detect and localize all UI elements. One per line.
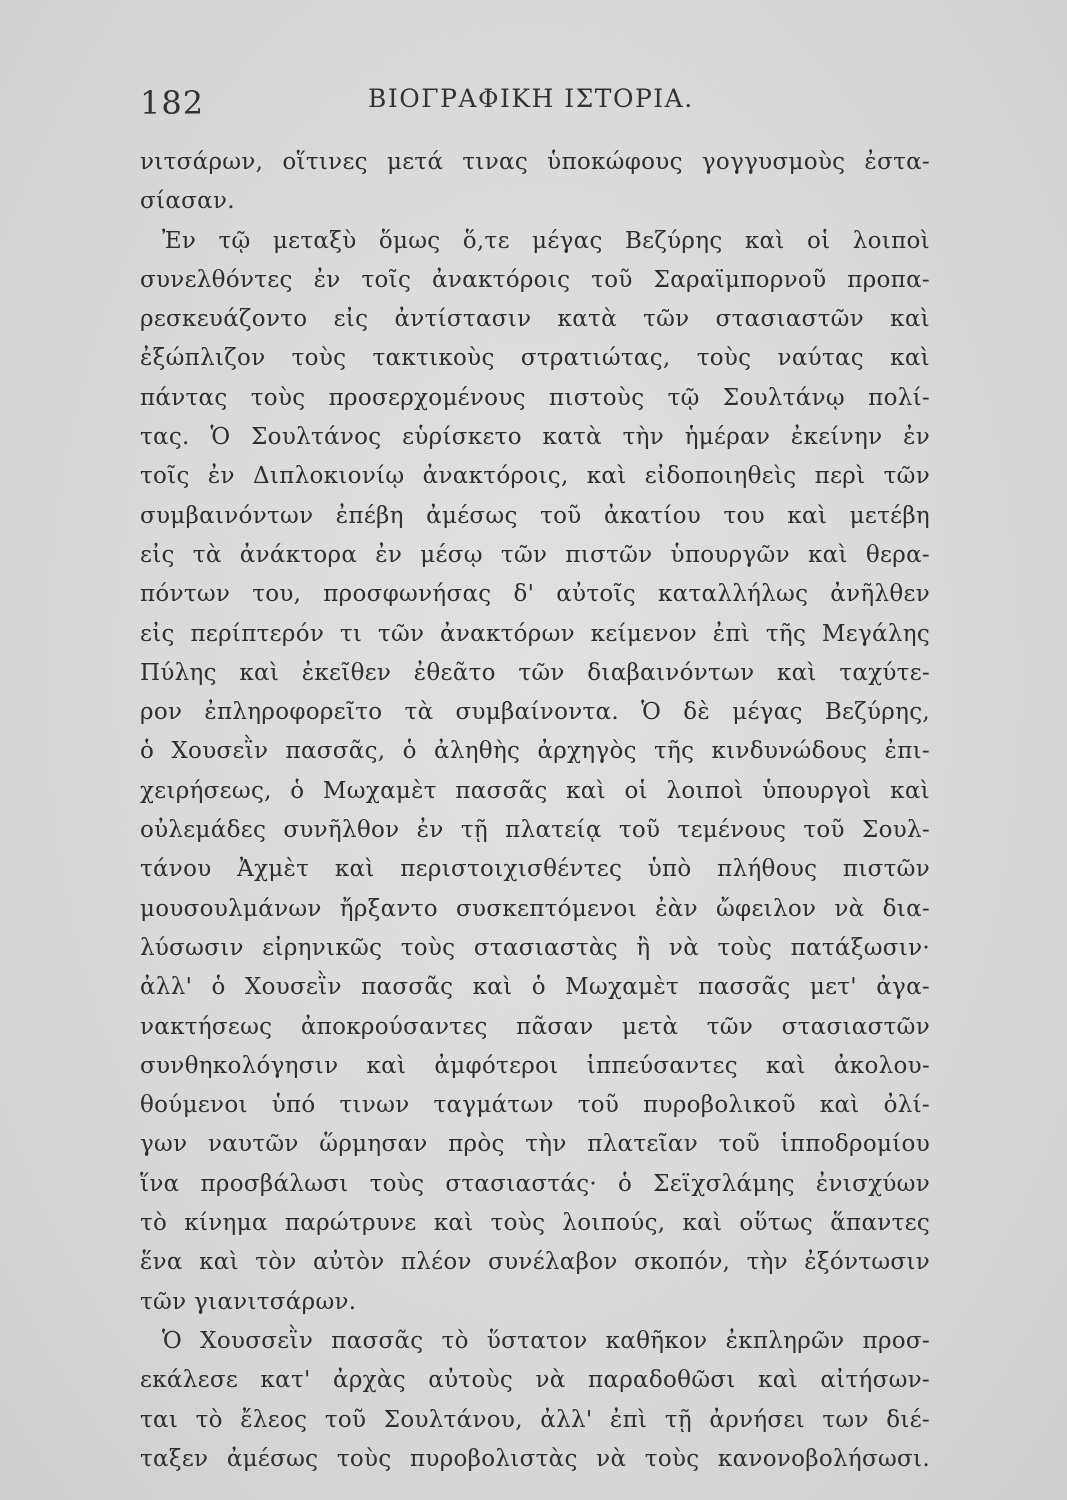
text-line: Ὁ Χουσσεῒν πασσᾶς τὸ ὕστατον καθῆκον ἐκπληρῶν προσ- — [162, 1327, 930, 1354]
text-line: ἵνα προσβάλωσι τοὺς στασιαστάς· ὁ Σεϊχσλάμης ἐνισχύων — [140, 1170, 930, 1197]
text-line: Πύλης καὶ ἐκεῖθεν ἐθεᾶτο τῶν διαβαινόντων καὶ ταχύτε- — [140, 659, 930, 686]
text-line: συνελθόντες ἐν τοῖς ἀνακτόροις τοῦ Σαραϊμπορνοῦ προπα- — [140, 266, 930, 293]
text-line: μουσουλμάνων ἤρξαντο συσκεπτόμενοι ἐὰν ὤφειλον νὰ δια- — [140, 895, 930, 922]
text-line: νιτσάρων, οἵτινες μετά τινας ὑποκώφους γογγυσμοὺς ἐστα- — [140, 149, 930, 175]
text-line: νακτήσεως ἀποκρούσαντες πᾶσαν μετὰ τῶν στασιαστῶν — [140, 1013, 930, 1040]
text-line: τῶν γιανιτσάρων. — [140, 1288, 357, 1315]
text-line: ἀλλ' ὁ Χουσεῒν πασσᾶς καὶ ὁ Μωχαμὲτ πασσᾶς μετ' ἀγα- — [140, 974, 930, 1001]
text-line: πάντας τοὺς προσερχομένους πιστοὺς τῷ Σουλτάνῳ πολί- — [140, 384, 930, 411]
text-line: τας. Ὁ Σουλτάνος εὑρίσκετο κατὰ τὴν ἡμέραν ἐκείνην ἐν — [140, 424, 930, 451]
body-text — [140, 143, 930, 1479]
page-header — [140, 78, 930, 128]
text-line: ται τὸ ἔλεος τοῦ Σουλτάνου, ἀλλ' ἐπὶ τῇ ἀρνήσει των διέ- — [140, 1406, 930, 1433]
text-line: λύσωσιν εἰρηνικῶς τοὺς στασιαστὰς ἢ νὰ τοὺς πατάξωσιν· — [140, 934, 930, 961]
text-line: ρεσκευάζοντο εἰς ἀντίστασιν κατὰ τῶν στασιαστῶν καὶ — [140, 306, 930, 333]
text-line: ἐξώπλιζον τοὺς τακτικοὺς στρατιώτας, τοὺς ναύτας καὶ — [140, 345, 930, 372]
page-number: 182 — [140, 84, 205, 122]
text-line: ρον ἐπληροφορεῖτο τὰ συμβαίνοντα. Ὁ δὲ μέγας Βεζύρης, — [140, 699, 930, 726]
text-line: γων ναυτῶν ὥρμησαν πρὸς τὴν πλατεῖαν τοῦ ἱπποδρομίου — [140, 1131, 930, 1158]
text-line: ὁ Χουσεῒν πασσᾶς, ὁ ἀληθὴς ἀρχηγὸς τῆς κινδυνώδους ἐπι- — [140, 738, 930, 765]
text-line: τάνου Ἀχμὲτ καὶ περιστοιχισθέντες ὑπὸ πλήθους πιστῶν — [140, 856, 930, 883]
text-line: εἰς περίπτερόν τι τῶν ἀνακτόρων κείμενον ἐπὶ τῆς Μεγάλης — [140, 620, 930, 647]
text-line: τοῖς ἐν Διπλοκιονίῳ ἀνακτόροις, καὶ εἰδοποιηθεὶς περὶ τῶν — [140, 463, 930, 490]
text-line: θούμενοι ὑπό τινων ταγμάτων τοῦ πυροβολικοῦ καὶ ὀλί- — [140, 1092, 930, 1119]
text-line: συμβαινόντων ἐπέβη ἀμέσως τοῦ ἀκατίου του καὶ μετέβη — [140, 502, 930, 529]
text-line: ἕνα καὶ τὸν αὐτὸν πλέον συνέλαβον σκοπόν, τὴν ἐξόντωσιν — [140, 1249, 930, 1276]
text-line: εκάλεσε κατ' ἀρχὰς αὐτοὺς νὰ παραδοθῶσι καὶ αἰτήσων- — [140, 1367, 930, 1394]
text-line: ταξεν ἀμέσως τοὺς πυροβολιστὰς νὰ τοὺς κανονοβολήσωσι. — [140, 1445, 930, 1472]
running-title: ΒΙΟΓΡΑΦΙΚΗ ΙΣΤΟΡΙΑ. — [368, 84, 694, 113]
text-line: χειρήσεως, ὁ Μωχαμὲτ πασσᾶς καὶ οἱ λοιποὶ ὑπουργοὶ καὶ — [140, 777, 930, 804]
text-line: εἰς τὰ ἀνάκτορα ἐν μέσῳ τῶν πιστῶν ὑπουργῶν καὶ θερα- — [140, 541, 930, 568]
text-line: σίασαν. — [140, 188, 235, 215]
text-line: Ἐν τῷ μεταξὺ ὅμως ὅ,τε μέγας Βεζύρης καὶ οἱ λοιποὶ — [162, 227, 930, 254]
text-line: τὸ κίνημα παρώτρυνε καὶ τοὺς λοιπούς, καὶ οὕτως ἅπαντες — [140, 1210, 930, 1237]
text-line: συνθηκολόγησιν καὶ ἀμφότεροι ἱππεύσαντες καὶ ἀκολου- — [140, 1052, 930, 1079]
text-line: πόντων του, προσφωνήσας δ' αὐτοῖς καταλλήλως ἀνῆλθεν — [140, 581, 930, 608]
text-line: οὐλεμάδες συνῆλθον ἐν τῇ πλατείᾳ τοῦ τεμένους τοῦ Σουλ- — [140, 817, 930, 844]
